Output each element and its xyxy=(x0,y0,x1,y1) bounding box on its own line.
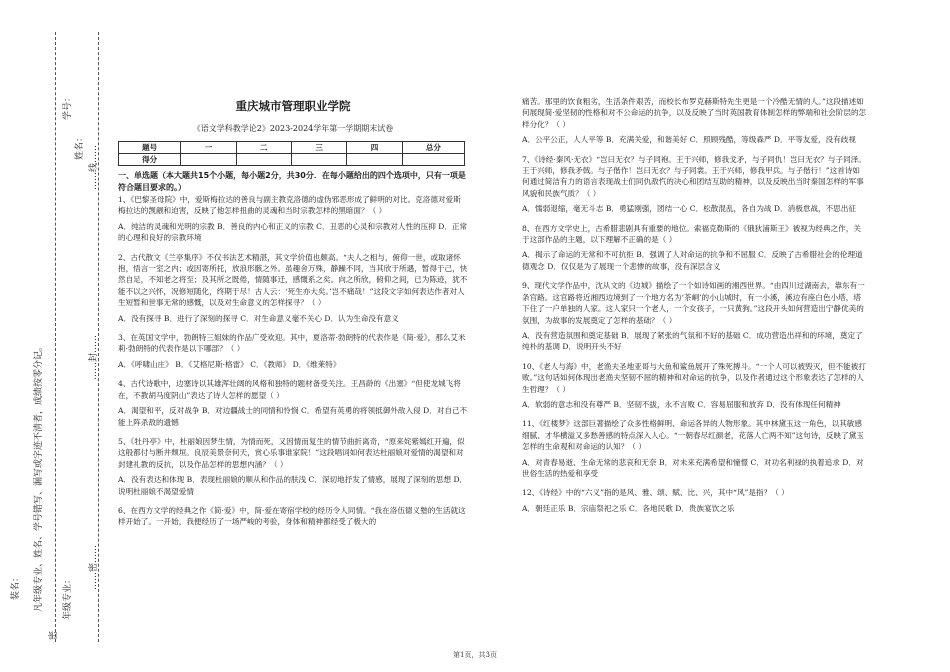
question-6-options: A．公平公正，人人平等 B．充满关爱，和谐美好 C．照顾残酷，等级森严 D．平等友爱，没有歧视 xyxy=(522,135,856,145)
question-8: 8、在西方文学史上，古希腊悲剧具有重要的地位。索福克勒斯的《俄狄浦斯王》被视为经典之作，关于这部作品的主题，以下理解不正确的是（ ） xyxy=(522,223,861,245)
score-cell xyxy=(236,154,291,166)
cut-line-dashed-outer xyxy=(55,32,56,642)
question-1-options: A．纯洁的灵魂和光明的宗教 B．善良的内心和正义的宗教 C．丑恶的心灵和宗教对人性的压抑 D．正常的心理和良好的宗教环境 xyxy=(118,221,468,243)
section-heading: 一、单选题（本大题共15个小题，每小题2分，共30分．在每小题给出的四个选项中，只有一项是符合题目要求的。） xyxy=(118,171,466,192)
score-col-label: 题号 xyxy=(119,142,181,154)
score-cell xyxy=(181,154,236,166)
question-6-continued: 痛苦。那里的饮食粗劣，生活条件艰苦，而校长布罗克赫斯特先生更是一个冷酷无情的人。”这段描述如何展现简·爱坚韧的性格和对不公命运的抗争，以及反映了当时英国教育体制怎样的弊端和社会阶层的怎样分化？（ ） xyxy=(522,97,867,129)
question-12-options: A．朝廷正乐 B．宗庙祭祀之乐 C．各地民歌 D．贵族宴饮之乐 xyxy=(522,503,735,513)
score-row-label: 得分 xyxy=(119,154,181,166)
score-cell xyxy=(291,154,346,166)
score-table-score-row xyxy=(119,154,465,166)
question-8-options: A．揭示了命运的无常和不可抗拒 B．强调了人对命运的抗争和不屈服 C．反映了古希腊社会的伦理道德观念 D．仅仅是为了展现一个悲惨的故事，没有深层含义 xyxy=(522,250,863,271)
question-12: 12、《诗经》中的“六义”指的是风、雅、颂、赋、比、兴，其中“风”是指？（ ） xyxy=(522,488,789,498)
question-11-options: A．对青春易逝、生命无常的悲哀和无奈 B．对未来充满希望和憧憬 C．对功名利禄的执着追求 D．对世俗生活的热爱和享受 xyxy=(522,457,864,478)
left-column xyxy=(118,170,468,532)
binding-seat-label: 装名： xyxy=(11,572,21,600)
question-9-options: A．没有营造氛围和奠定基础 B．展现了紧张的气氛和不好的基础 C．成功营造出祥和的环境，奠定了纯朴的基调 D．说明开头不好 xyxy=(522,330,863,352)
binding-seal-mark-2: ……封…… xyxy=(89,334,99,380)
score-cell xyxy=(347,154,402,166)
score-cell xyxy=(402,154,464,166)
question-9: 9、现代文学作品中，沈从文的《边城》描绘了一个如诗如画的湘西世界。“由四川过湖南去，靠东有一条官路。这官路将近湘西边境到了一个地方名为‘茶峒’的小山城时，有一小溪，溪边有座白色小塔，塔下住了一户单独的人家。这人家只一个老人，一个女孩子，一只黄狗。”这段开头如何营造出宁静优美的氛围，为故事的发展奠定了怎样的基础？（ ） xyxy=(522,281,865,325)
score-col-total: 总分 xyxy=(402,142,464,154)
score-col-1: 一 xyxy=(181,142,236,154)
binding-name-label: 姓名： xyxy=(75,132,85,160)
question-4: 4、古代诗歌中，边塞诗以其雄浑壮阔的风格和独特的题材备受关注。王昌龄的《出塞》“但使龙城飞将在，不教胡马度阴山”表达了诗人怎样的愿望（ ） xyxy=(118,379,461,400)
question-3-options: A．《呼啸山庄》 B．《艾格尼斯·格雷》 C．《教师》 D．《维莱特》 xyxy=(118,359,341,369)
question-6: 6、在西方文学的经典之作《简·爱》中，简·爱在寄宿学校的经历令人同情。“我在洛伍德义塾的生活就这样开始了。一开始，我便经历了一场严峻的考验，身体和精神都经受了极大的 xyxy=(118,505,466,527)
question-5-options: A．没有表达和体现 B．表现杜丽娘的顺从和作品的肤浅 C．深切地抒发了情感，展现了深刻的思想 D．说明杜丽娘不渴望爱情 xyxy=(118,475,468,496)
question-7: 7、《诗经·秦风·无衣》“岂曰无衣？与子同袍。王于兴师，修我戈矛，与子同仇！岂曰无衣？与子同泽。王于兴师，修我矛戟。与子偕作！岂曰无衣？与子同裳。王于兴师，修我甲兵。与子偕行！”这首诗如何通过简洁有力的语言表现战士们同仇敌忾的决心和团结互助的精神，以及反映出当时秦国怎样的军事风貌和民族气质？（ ） xyxy=(522,154,866,198)
score-col-4: 四 xyxy=(347,142,402,154)
exam-title: 重庆城市管理职业学院 xyxy=(235,99,351,113)
question-10: 10、《老人与海》中，老渔夫圣地亚哥与大鱼和鲨鱼展开了殊死搏斗。“一个人可以被毁灭，但不能被打败。”这句话如何体现出老渔夫坚韧不屈的精神和对命运的抗争，以及作者通过这个形象表达了怎样的人生哲理？（ ） xyxy=(522,361,866,394)
score-col-3: 三 xyxy=(291,142,346,154)
binding-class-label: 年级专业： xyxy=(63,574,73,620)
question-2-options: A．没有探寻 B．进行了深刻的探寻 C．对生命意义毫不关心 D．认为生命没有意义 xyxy=(118,313,399,323)
right-column xyxy=(522,96,867,522)
question-2: 2、古代散文《兰亭集序》不仅书法艺术精湛，其文学价值也颇高。“夫人之相与，俯仰一世，或取诸怀抱，悟言一室之内；或因寄所托，放浪形骸之外。虽趣舍万殊，静躁不同，当其欣于所遇，暂得于己，快然自足，不知老之将至；及其所之既倦，情随事迁，感慨系之矣。向之所欣，俯仰之间，已为陈迹，犹不能不以之兴怀，况修短随化，终期于尽！古人云：‘死生亦大矣。’岂不痛哉！”这段文字如何表达作者对人生短暂和世事无常的感慨，以及对生命意义的怎样探寻？（ ） xyxy=(118,252,468,308)
question-4-options: A．渴望和平，反对战争 B．对边疆战士的同情和怜悯 C．希望有英勇的将领抵御外敌入侵 D．对自己不能上阵杀敌的遗憾 xyxy=(118,406,468,427)
question-5: 5、《牡丹亭》中，杜丽娘因梦生情，为情而死，又因情而复生的情节曲折离奇，“原来姹紫嫣红开遍，似这般都付与断井颓垣。良辰美景奈何天，赏心乐事谁家院！”这段唱词如何表达杜丽娘对爱情的渴望和对封建礼教的反抗，以及作品怎样的思想内涵？（ ） xyxy=(118,436,465,469)
question-7-options: A．懦弱退缩，毫无斗志 B．勇猛刚强，团结一心 C．松散混乱，各自为战 D．消极怠战，不思出征 xyxy=(522,204,856,214)
score-table-header-row xyxy=(119,142,465,154)
binding-student-id-label: 学号： xyxy=(63,92,73,120)
score-table xyxy=(118,141,465,166)
binding-margin xyxy=(0,0,110,672)
page-footer: 第1页，共3页 xyxy=(453,651,497,659)
score-col-2: 二 xyxy=(236,142,291,154)
question-11: 11、《红楼梦》这部巨著描绘了众多性格鲜明、命运各异的人物形象。其中林黛玉这一角色，以其敏感细腻、才华横溢又多愁善感的特点深入人心。“一朝春尽红颜老，花落人亡两不知”这句诗，反映了黛玉怎样的生命观和对命运的认知？（ ） xyxy=(522,419,864,452)
question-10-options: A．软弱的意志和没有尊严 B．坚韧不拔，永不言败 C．容易屈服和放弃 D．没有体现任何精神 xyxy=(522,399,841,409)
question-3: 3、在英国文学中，勃朗特三姐妹的作品广受欢迎。其中，夏洛蒂·勃朗特的代表作是《简·爱》，那么艾米莉·勃朗特的代表作是以下哪部？（ ） xyxy=(118,333,466,354)
binding-grade-label: 凡年级专业、姓名、学号错写、漏写或字迹不清者，成绩按零分记。 xyxy=(34,341,44,612)
binding-seal-mark: ……密…… xyxy=(89,544,99,590)
exam-subtitle: 《语文学科教学论2》2023-2024学年第一学期期末试卷 xyxy=(192,124,394,133)
question-1: 1、《巴黎圣母院》中，爱斯梅拉达的善良与副主教克洛德的虚伪邪恶形成了鲜明的对比。克洛德对爱斯梅拉达的觊觎和迫害，反映了他怎样扭曲的灵魂和当时宗教怎样的黑暗面？（ ） xyxy=(118,195,461,216)
binding-instruction: 密 xyxy=(49,630,59,640)
binding-seal-mark-3: ……线…… xyxy=(89,144,99,190)
